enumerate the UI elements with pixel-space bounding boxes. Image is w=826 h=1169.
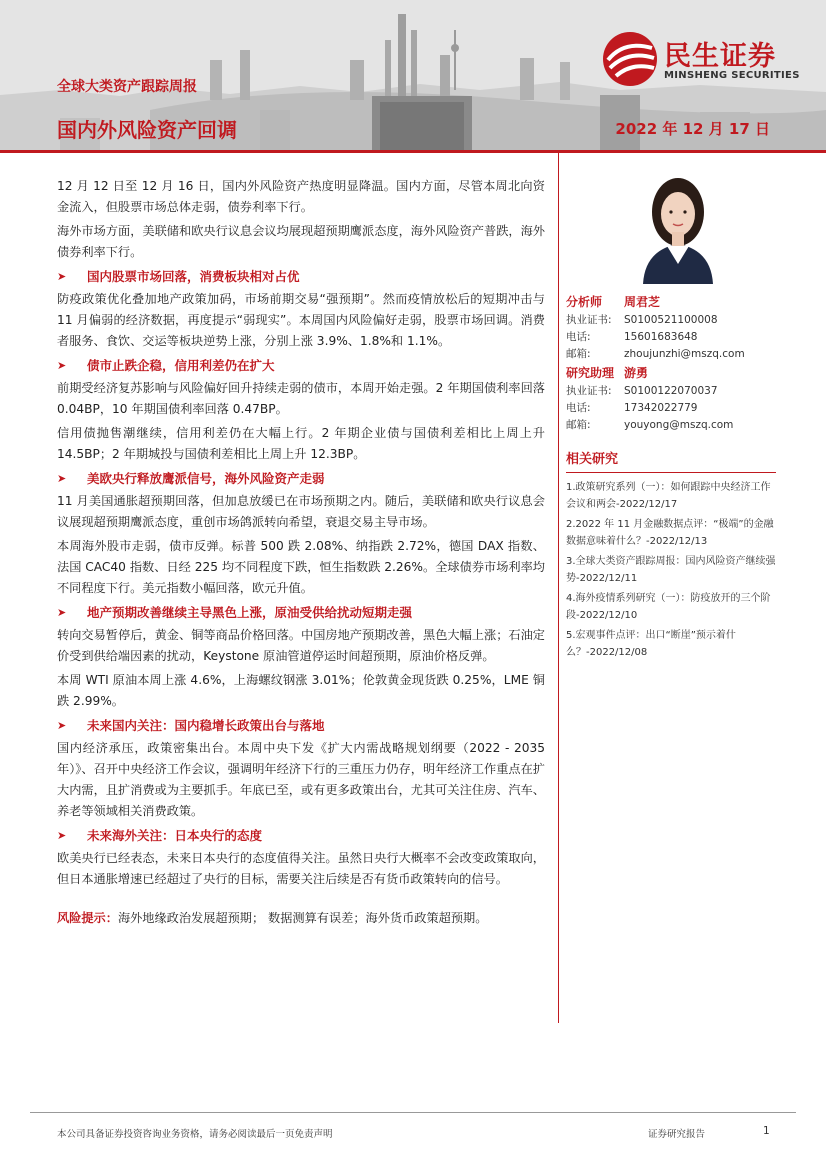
section-paragraph: 本周海外股市走弱，债市反弹。标普 500 跌 2.08%、纳指跌 2.72%，德国 DAX 指数、法国 CAC40 指数、日经 225 均不同程度下跌，恒生指数跌 2.26%。全球债券市场利率均不同程度下行。美元指数小幅回落，欧元升值。 [57, 539, 545, 595]
section-paragraph: 防疫政策优化叠加地产政策加码，市场前期交易“强预期”。然而疫情放松后的短期冲击与 11 月偏弱的经济数据，再度提示“弱现实”。本周国内风险偏好走弱，股票市场回调。消费者服务、食饮、交运等板块逆势上涨，分别上涨 3.9%、1.8%和 1.1%。 [57, 292, 545, 348]
analyst-row [566, 329, 776, 346]
row-value: S0100122070037 [624, 385, 718, 397]
row-value: 15601683648 [624, 331, 698, 343]
arrow-icon: ➤ [57, 270, 67, 283]
row-value: 17342022779 [624, 402, 698, 414]
row-key: 执业证书: [566, 385, 612, 397]
column-divider [558, 153, 559, 1023]
section-heading [57, 266, 545, 287]
logo-mark-icon [600, 30, 660, 88]
assistant-row [566, 417, 776, 434]
section-paragraph: 信用债抛售潮继续，信用利差仍在大幅上行。2 年期企业债与国债利差相比上周上升 14.5BP；2 年期城投与国债利差相比上周上升 12.3BP。 [57, 426, 545, 461]
section-paragraph: 本周 WTI 原油本周上涨 4.6%，上海螺纹钢涨 3.01%；伦敦黄金现货跌 0.25%，LME 铜跌 2.99%。 [57, 673, 545, 708]
section-heading-text: 债市止跌企稳，信用利差仍在扩大 [87, 358, 275, 373]
arrow-icon: ➤ [57, 359, 67, 372]
related-item[interactable]: 4.海外疫情系列研究（一）：防疫放开的三个阶段-2022/12/10 [566, 593, 771, 621]
series-title: 全球大类资产跟踪周报 [57, 79, 197, 95]
section-paragraph: 国内经济承压，政策密集出台。本周中央下发《扩大内需战略规划纲要（2022 - 2035 年）》、召开中央经济工作会议，强调明年经济下行的三重压力仍存，明年经济工作重点在扩大内需，且扩消费或为主要抓手。年底已至，或有更多政策出台，尤其可关注住房、汽车、养老等领域相关消费政策。 [57, 741, 545, 818]
analyst-info [566, 292, 776, 434]
logo-text-cn: 民生证券 [664, 41, 776, 72]
related-divider [566, 472, 776, 473]
related-research [566, 450, 776, 664]
related-item[interactable]: 3.全球大类资产跟踪周报：国内风险资产继续强势-2022/12/11 [566, 556, 776, 584]
row-key: 邮箱: [566, 419, 591, 431]
row-key: 电话: [566, 402, 591, 414]
header-divider [0, 150, 826, 153]
related-item[interactable]: 1.政策研究系列（一）：如何跟踪中央经济工作会议和两会-2022/12/17 [566, 482, 771, 510]
assistant-role: 研究助理 [566, 366, 615, 380]
section-heading-text: 国内股票市场回落，消费板块相对占优 [87, 269, 300, 284]
arrow-icon: ➤ [57, 606, 67, 619]
analyst-row [566, 312, 776, 329]
analyst-role: 分析师 [566, 295, 603, 309]
analyst-email[interactable]: zhoujunzhi@mszq.com [624, 348, 745, 360]
footer-report-type: 证券研究报告 [648, 1129, 706, 1140]
assistant-row [566, 383, 776, 400]
intro-paragraph: 海外市场方面，美联储和欧央行议息会议均展现超预期鹰派态度，海外风险资产普跌，海外债券利率下行。 [57, 224, 545, 259]
section-heading [57, 355, 545, 376]
assistant-name-row [566, 363, 776, 383]
related-item[interactable]: 5.宏观事件点评：出口“断崖”预示着什么？-2022/12/08 [566, 630, 736, 658]
section-paragraph: 转向交易暂停后，黄金、铜等商品价格回落。中国房地产预期改善，黑色大幅上涨；石油定价受到供给端因素的扰动，Keystone 原油管道停运时间超预期，原油价格反弹。 [57, 628, 545, 663]
intro-paragraph: 12 月 12 日至 12 月 16 日，国内外风险资产热度明显降温。国内方面，尽管本周北向资金流入，但股票市场总体走弱，债券利率下行。 [57, 179, 545, 214]
section-heading [57, 715, 545, 736]
section-heading [57, 468, 545, 489]
logo-text-en: MINSHENG SECURITIES [664, 70, 800, 81]
section-heading-text: 未来国内关注：国内稳增长政策出台与落地 [87, 718, 325, 733]
analyst-row [566, 346, 776, 363]
analyst-photo [623, 160, 733, 284]
risk-label: 风险提示： [57, 911, 118, 925]
related-item[interactable]: 2.2022 年 11 月金融数据点评：“极端”的金融数据意味着什么？-2022/12/13 [566, 519, 774, 547]
section-heading-text: 未来海外关注：日本央行的态度 [87, 828, 263, 843]
footer-divider [30, 1112, 796, 1113]
assistant-name: 游勇 [624, 366, 649, 380]
arrow-icon: ➤ [57, 719, 67, 732]
arrow-icon: ➤ [57, 829, 67, 842]
section-paragraph: 11 月美国通胀超预期回落，但加息放缓已在市场预期之内。随后，美联储和欧央行议息会议展现超预期鹰派态度，重创市场鸽派转向希望，衰退交易主导市场。 [57, 494, 545, 529]
analyst-name-row [566, 292, 776, 312]
section-paragraph: 前期受经济复苏影响与风险偏好回升持续走弱的债市，本周开始走强。2 年期国债利率回落 0.04BP，10 年期国债利率回落 0.47BP。 [57, 381, 545, 416]
risk-warning [57, 908, 545, 929]
row-key: 电话: [566, 331, 591, 343]
header-banner [0, 0, 826, 150]
report-title: 国内外风险资产回调 [57, 118, 237, 142]
page-number: 1 [763, 1125, 770, 1137]
main-content [57, 176, 545, 929]
row-value: S0100521100008 [624, 314, 718, 326]
assistant-email[interactable]: youyong@mszq.com [624, 419, 734, 431]
arrow-icon: ➤ [57, 472, 67, 485]
section-heading-text: 美欧央行释放鹰派信号，海外风险资产走弱 [87, 471, 325, 486]
report-date: 2022 年 12 月 17 日 [615, 120, 770, 138]
section-paragraph: 欧美央行已经表态，未来日本央行的态度值得关注。虽然日央行大概率不会改变政策取向，但日本通胀增速已经超过了央行的目标，需要关注后续是否有货币政策转向的信号。 [57, 851, 545, 886]
section-heading-text: 地产预期改善继续主导黑色上涨，原油受供给扰动短期走强 [87, 605, 413, 620]
footer-disclaimer: 本公司具备证券投资咨询业务资格，请务必阅读最后一页免责声明 [57, 1129, 333, 1140]
company-logo [600, 30, 810, 90]
related-research-title: 相关研究 [566, 452, 619, 467]
row-key: 邮箱: [566, 348, 591, 360]
row-key: 执业证书: [566, 314, 612, 326]
section-heading [57, 825, 545, 846]
section-heading [57, 602, 545, 623]
assistant-row [566, 400, 776, 417]
risk-text: 海外地缘政治发展超预期； 数据测算有误差；海外货币政策超预期。 [117, 911, 488, 925]
analyst-name: 周君芝 [624, 295, 661, 309]
